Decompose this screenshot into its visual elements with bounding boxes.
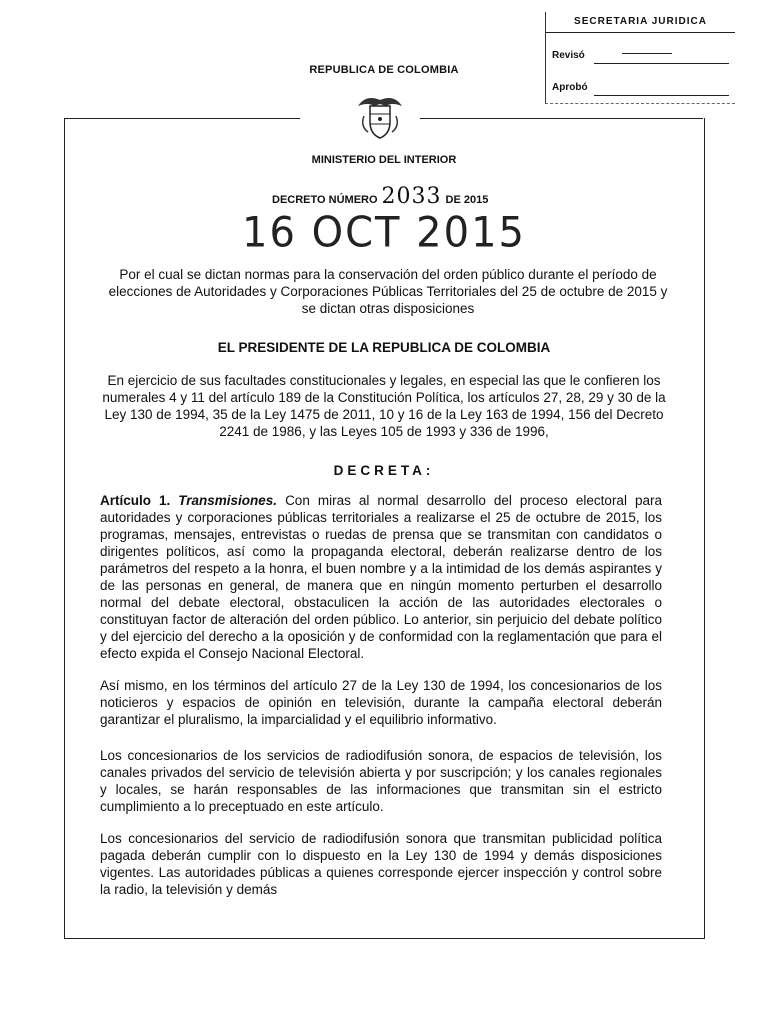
decreta-heading: DECRETA: bbox=[333, 463, 435, 478]
republic-heading: REPUBLICA DE COLOMBIA bbox=[309, 64, 459, 76]
decree-number: 2033 bbox=[381, 184, 442, 209]
stamp-reviewed-label: Revisó bbox=[552, 50, 585, 61]
stamp-line bbox=[594, 95, 729, 96]
article-text: Con miras al normal desarrollo del proceso electoral para autoridades y corporaciones públicas territoriales a realizarse el 25 de octubre de 2015, los programas, mensajes, entrevistas o ruedas de prensa que se transmitan con candidatos o dirigentes políticos, así como la propaganda electoral, deberán realizarse dentro de los parámetros del respeto a la honra, el buen nombre y a la intimidad de los demás aspirantes y de las personas en general, de manera que en ningún momento perturben el desarrollo normal del debate electoral, obstaculicen la acción de las autoridades electorales o constituyan factor de alteración del orden público. Lo anterior, sin perjuicio del debate político y del ejercicio del derecho a la oposición y de conformidad con la reglamentación que para el efecto expida el Consejo Nacional Electoral. bbox=[100, 493, 662, 661]
legal-basis-paragraph: En ejercicio de sus facultades constitucionales y legales, en especial las que le confieren los numerales 4 y 11 del artículo 189 de la Constitución Política, los artículos 27, 28, 29 y 30 de la Ley 130 de 1994, 35 de la Ley 1475 de 2011, 10 y 16 de la Ley 163 de 1994, 156 del Decreto 2241 de 1986, y las Leyes 105 de 1993 y 336 de 1996, bbox=[102, 373, 666, 439]
article-label: Artículo 1. bbox=[100, 493, 171, 508]
decree-number-line bbox=[272, 184, 488, 209]
president-heading: EL PRESIDENTE DE LA REPUBLICA DE COLOMBIA bbox=[217, 340, 551, 355]
stamp-header: SECRETARIA JURIDICA bbox=[546, 12, 735, 33]
paragraph-2: Así mismo, en los términos del artículo 27 de la Ley 130 de 1994, los concesionarios de los noticieros y espacios de opinión en televisión, durante la campaña electoral deberán garantizar el pluralismo, la imparcialidad y el equilibrio informativo. bbox=[100, 678, 662, 727]
article-title: Transmisiones. bbox=[178, 493, 278, 508]
decree-year: DE 2015 bbox=[445, 194, 489, 206]
date-stamp: 16 OCT 2015 bbox=[242, 208, 526, 258]
stamp-initials-mark bbox=[622, 53, 672, 54]
stamp-approved-label: Aprobó bbox=[552, 82, 588, 93]
ministry-heading: MINISTERIO DEL INTERIOR bbox=[311, 154, 457, 166]
article-1-paragraph bbox=[100, 492, 662, 662]
decree-prefix: DECRETO NÚMERO bbox=[272, 194, 378, 206]
decree-summary: Por el cual se dictan normas para la conservación del orden público durante el período de elecciones de Autoridades y Corporaciones Públicas Territoriales del 25 de octubre de 2015 y se dictan otras disposiciones bbox=[108, 267, 668, 316]
paragraph-4: Los concesionarios del servicio de radiodifusión sonora que transmitan publicidad política pagada deberán cumplir con lo dispuesto en la Ley 130 de 1994 y demás disposiciones vigentes. Las autoridades públicas a quienes corresponde ejercer inspección y control sobre la radio, la televisión y demás bbox=[100, 831, 662, 897]
paragraph-3: Los concesionarios de los servicios de radiodifusión sonora, de espacios de televisión, los canales privados del servicio de televisión abierta y por suscripción; y los canales regionales y locales, se harán responsables de las informaciones que transmitan sin el estricto cumplimiento a lo preceptuado en este artículo. bbox=[100, 748, 662, 814]
stamp-row-approved bbox=[552, 82, 729, 98]
review-stamp bbox=[545, 12, 735, 104]
